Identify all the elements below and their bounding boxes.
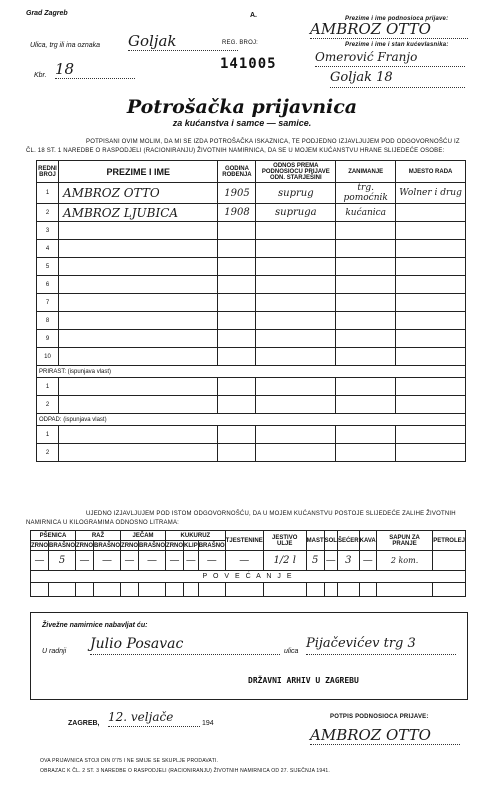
- supplies-values-row: [31, 551, 466, 571]
- table-row: [37, 240, 466, 258]
- col-lard: MAST: [306, 531, 324, 551]
- col-coffee: KAVA: [359, 531, 376, 551]
- landlord-address: Goljak 18: [330, 70, 465, 88]
- supplies-statement: UJEDNO IZJAVLJUJEM POD ISTOM ODGOVORNOŠĆU, DA U MOJEM KUĆANSTVU POSTOJE SLIJEDEĆE ZALIHE ŽIVOTNIH NAMIRNICA U KILOGRAMIMA ODNOSNO LITRAMA:: [26, 511, 456, 526]
- form-title: Potrošačka prijavnica: [126, 96, 358, 118]
- landlord-label: Prezime i ime i stan kućevlasnika:: [345, 42, 449, 48]
- sub-header: BRAŠNO: [139, 542, 166, 549]
- table-row: [37, 330, 466, 348]
- header-name: PREZIME I IME: [58, 161, 218, 183]
- supply-value: [433, 551, 466, 571]
- signature: AMBROZ OTTO: [310, 726, 460, 745]
- city-label: Grad Zagreb: [26, 10, 68, 17]
- sub-header: ZRNO: [31, 542, 48, 549]
- person-workplace: [396, 204, 466, 222]
- col-sugar: ŠEĆER: [337, 531, 359, 551]
- odpad-number: 1: [37, 426, 59, 444]
- supply-value: —: [166, 551, 184, 571]
- person-name: AMBROZ OTTO: [58, 183, 218, 204]
- row-number: 1: [37, 183, 59, 204]
- shop-owner: Julio Posavac: [90, 636, 280, 655]
- person-year: 1908: [218, 204, 256, 222]
- persons-table: [36, 160, 466, 462]
- supply-value: —: [31, 551, 49, 571]
- person-relation: supruga: [256, 204, 336, 222]
- street-value: Goljak: [128, 32, 238, 51]
- supply-value: 5: [49, 551, 76, 571]
- row-number: 2: [37, 204, 59, 222]
- supply-value: —: [225, 551, 263, 571]
- supply-value: 3: [337, 551, 359, 571]
- table-row: [37, 183, 466, 204]
- header-relation: ODNOS PREMA PODNOSIOCU PRIJAVE ODN. STARJEŠINI: [256, 161, 336, 183]
- table-row: [37, 312, 466, 330]
- person-occupation: kućanica: [336, 204, 396, 222]
- sub-header: ZRNO: [76, 542, 94, 549]
- increase-label: P O V E Ć A N J E: [31, 571, 466, 583]
- row-number: 5: [37, 258, 59, 276]
- form-subtitle: za kućanstva i samce — samice.: [172, 118, 312, 128]
- landlord-name: Omerović Franjo: [315, 50, 465, 67]
- footer-place: ZAGREB,: [68, 720, 100, 727]
- shop-street: Pijačevićev trg 3: [306, 636, 456, 655]
- table-row: [37, 276, 466, 294]
- reg-label: REG. BROJ:: [222, 40, 259, 46]
- person-relation: suprug: [256, 183, 336, 204]
- archive-stamp: DRŽAVNI ARHIV U ZAGREBU: [248, 676, 359, 685]
- row-number: 10: [37, 348, 59, 366]
- col-soap: SAPUN ZA PRANJE: [376, 531, 433, 551]
- footer-year: 194: [202, 720, 214, 727]
- prirast-number: 2: [37, 396, 59, 414]
- col-pasta: TJESTENINE: [225, 531, 263, 551]
- row-number: 6: [37, 276, 59, 294]
- table-row: [37, 348, 466, 366]
- intro-text: POTPISANI OVIM MOLIM, DA MI SE IZDA POTROŠAČKA ISKAZNICA, TE PODJEDNO IZJAVLJUJEM POD ODGOVORNOŠĆU IZ ČL. 18 ST. 1 NAREDBE O RASPODJELI (RACIONIRANJU) ŽIVOTNIH NAMIRNICA, DA SE U MOJEM KUĆANSTVU HRANE SLIJEDEĆE OSOBE:: [26, 139, 460, 154]
- supply-value: 1/2 l: [263, 551, 306, 571]
- odpad-number: 2: [37, 444, 59, 462]
- supply-value: —: [359, 551, 376, 571]
- table-row: [37, 294, 466, 312]
- house-label: Kbr.: [34, 72, 47, 79]
- group-rye: RAŽ: [76, 531, 121, 541]
- form-letter: A.: [250, 12, 257, 19]
- supply-value: —: [198, 551, 225, 571]
- applicant-value: AMBROZ OTTO: [310, 20, 468, 39]
- signature-label: POTPIS PODNOSIOCA PRIJAVE:: [330, 714, 429, 720]
- sub-header: BRAŠNO: [94, 542, 121, 549]
- supply-value: 5: [306, 551, 324, 571]
- person-occupation: trg. pomoćnik: [336, 183, 396, 204]
- col-petroleum: PETROLEJ: [433, 531, 466, 551]
- table-row: [37, 258, 466, 276]
- supply-value: —: [324, 551, 337, 571]
- sub-header: BRAŠNO: [49, 542, 76, 549]
- header-number: REDNI BROJ: [37, 161, 59, 183]
- odpad-label: ODPAD: (ispunjava vlast): [37, 414, 466, 426]
- footer-note-decree: OBRAZAC K ČL. 2 ST. 3 NAREDBE O RASPODJELI (RACIONIRANJU) ŽIVOTNIH NAMIRNICA OD 27. SIJEČNJA 1941.: [40, 768, 330, 774]
- header-year: GODINA ROĐENJA: [218, 161, 256, 183]
- row-number: 4: [37, 240, 59, 258]
- header-occupation: ZANIMANJE: [336, 161, 396, 183]
- footer-note-price: OVA PRIJAVNICA STOJI DIN 0'75 I NE SMIJE SE SKUPLJE PRODAVATI.: [40, 758, 219, 764]
- person-workplace: Wolner i drug: [396, 183, 466, 204]
- row-number: 3: [37, 222, 59, 240]
- col-oil: JESTIVO ULJE: [263, 531, 306, 551]
- supply-value: —: [76, 551, 94, 571]
- house-value: 18: [55, 60, 135, 79]
- sub-header: ZRNO: [121, 542, 139, 549]
- supply-value: 2 kom.: [376, 551, 433, 571]
- group-wheat: PŠENICA: [31, 531, 76, 541]
- row-number: 9: [37, 330, 59, 348]
- group-barley: JEČAM: [121, 531, 166, 541]
- sub-header: ZRNO: [166, 542, 184, 549]
- supply-value: —: [121, 551, 139, 571]
- header-workplace: MJESTO RADA: [396, 161, 466, 183]
- shop-in-label: U radnji: [42, 648, 67, 655]
- shop-label: Živežne namirnice nabavljat ću:: [42, 622, 148, 629]
- person-name: AMBROZ LJUBICA: [58, 204, 218, 222]
- table-row: [37, 204, 466, 222]
- supply-value: —: [94, 551, 121, 571]
- sub-header: BRAŠNO: [198, 542, 225, 549]
- footer-date: 12. veljače: [108, 710, 200, 727]
- supply-value: —: [184, 551, 199, 571]
- row-number: 8: [37, 312, 59, 330]
- person-year: 1905: [218, 183, 256, 204]
- sub-header: KLIP: [184, 542, 198, 549]
- table-row: [37, 222, 466, 240]
- prirast-label: PRIRAST: (ispunjava vlast): [37, 366, 466, 378]
- prirast-number: 1: [37, 378, 59, 396]
- supply-value: —: [139, 551, 166, 571]
- street-label: Ulica, trg ili ina oznaka: [30, 42, 101, 49]
- row-number: 7: [37, 294, 59, 312]
- shop-street-label: ulica: [284, 648, 299, 655]
- reg-number: 141005: [220, 56, 277, 72]
- col-salt: SOL: [324, 531, 337, 551]
- supplies-table: [30, 530, 466, 597]
- group-corn: KUKURUZ: [166, 531, 226, 541]
- applicant-label: Prezime i ime podnosioca prijave:: [345, 16, 449, 22]
